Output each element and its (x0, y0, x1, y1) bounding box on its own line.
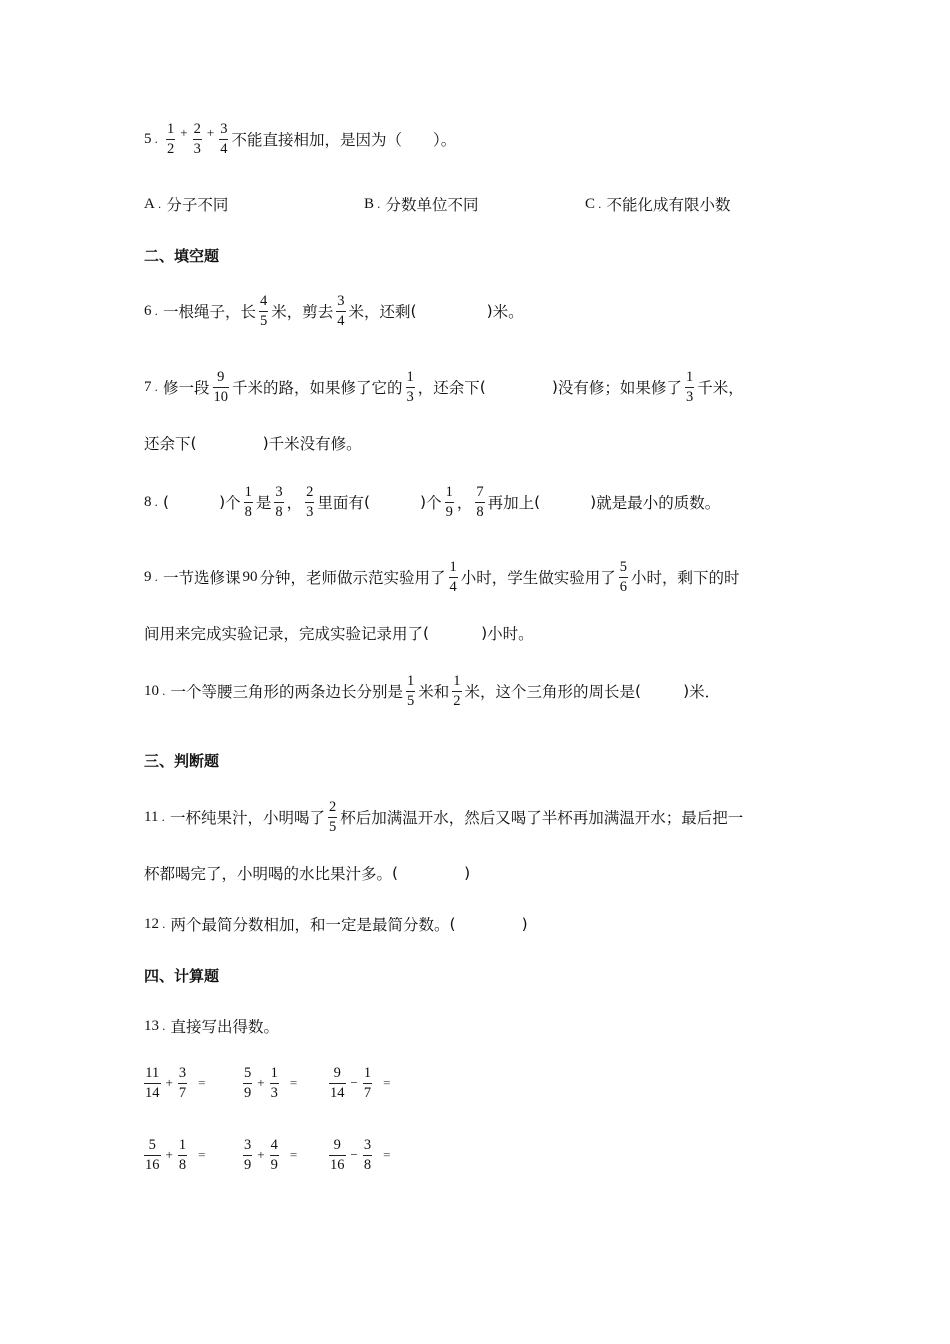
option-c: C . 不能化成有限小数 (585, 195, 731, 214)
question-number: 10 (144, 682, 159, 699)
question-9-line-2: 间用来完成实验记录，完成实验记录用了 ( ) 小时。 (144, 624, 534, 643)
question-8: 8 . ( ) 个 $\frac{1}{8}$ 是 $\frac{3}{8}$ ， $\frac{2}{3}$ 里面有 ( ) 个 $\frac{1}{9}$ ， $\frac{7}{8}$ 再加上 ( ) 就是最小的质数。 (144, 484, 721, 520)
question-number: 8 (144, 493, 152, 510)
calc-item: $\frac{9}{16}$ − $\frac{3}{8}$ = (330, 1137, 391, 1173)
question-11-line-2: 杯都喝完了，小明喝的水比果汁多。 ( ) (144, 864, 471, 883)
fraction: $\frac{9}{10}$ (213, 369, 229, 405)
question-9: 9 . 一节选修课 90 分钟，老师做示范实验用了 $\frac{1}{4}$ 小时，学生做实验用了 $\frac{5}{6}$ 小时，剩下的时 (144, 559, 740, 595)
fraction: $\frac{1}{3}$ (685, 369, 694, 405)
fraction: $\frac{4}{5}$ (260, 293, 268, 329)
calc-row-1 (144, 1066, 392, 1100)
question-number: 11 (144, 808, 159, 825)
fraction: $\frac{1}{2}$ (167, 121, 175, 157)
question-text: 不能直接相加，是因为（ ）。 (231, 131, 457, 149)
question-6: 6 . 一根绳子，长 $\frac{4}{5}$ 米，剪去 $\frac{3}{4}$ 米，还剩 ( ) 米。 (144, 293, 524, 329)
option-b: B . 分数单位不同 (364, 195, 479, 214)
calc-item: $\frac{3}{9}$ + $\frac{4}{9}$ = (244, 1137, 298, 1173)
question-number: 12 (144, 915, 159, 932)
fraction: $\frac{1}{4}$ (449, 559, 457, 595)
section-heading-fill-in: 二、填空题 (144, 247, 220, 265)
question-10: 10 . 一个等腰三角形的两条边长分别是 $\frac{1}{5}$ 米和 $\frac{1}{2}$ 米，这个三角形的周长是 ( ) 米． (144, 673, 721, 709)
fraction: $\frac{1}{3}$ (406, 369, 414, 405)
calc-item: $\frac{9}{14}$ − $\frac{1}{7}$ = (330, 1065, 391, 1101)
calc-row-2 (144, 1138, 392, 1172)
fraction: $\frac{2}{5}$ (328, 799, 337, 835)
fraction: $\frac{3}{4}$ (220, 121, 228, 157)
fraction: $\frac{3}{4}$ (337, 293, 345, 329)
option-a: A . 分子不同 (144, 195, 229, 214)
fraction: $\frac{1}{2}$ (453, 673, 461, 709)
calc-item: $\frac{5}{16}$ + $\frac{1}{8}$ = (145, 1137, 206, 1173)
question-number: 5 (144, 130, 152, 147)
fraction: $\frac{2}{3}$ (306, 484, 314, 520)
section-heading-true-false: 三、判断题 (144, 752, 220, 770)
fraction: $\frac{5}{6}$ (619, 559, 628, 595)
question-11: 11 . 一杯纯果汁，小明喝了 $\frac{2}{5}$ 杯后加满温开水，然后又喝了半杯再加满温开水；最后把一 (144, 799, 744, 835)
section-heading-calculation: 四、计算题 (144, 967, 220, 985)
question-number: 9 (144, 568, 152, 585)
fraction: $\frac{7}{8}$ (476, 484, 484, 520)
fraction: $\frac{3}{8}$ (275, 484, 283, 520)
question-7: 7 . 修一段 $\frac{9}{10}$ 千米的路，如果修了它的 $\frac{1}{3}$ ，还余下 ( ) 没有修；如果修了 $\frac{1}{3}$ 千米， (144, 369, 744, 405)
calc-item: $\frac{11}{14}$ + $\frac{3}{7}$ = (145, 1065, 206, 1101)
question-12: 12 . 两个最简分数相加，和一定是最简分数。 ( ) (144, 915, 528, 934)
question-5: 5 . $\frac{1}{2}$ + $\frac{2}{3}$ + $\frac{3}{4}$ 不能直接相加，是因为（ ）。 (144, 121, 457, 157)
question-number: 7 (144, 378, 152, 395)
question-number: 6 (144, 302, 152, 319)
question-number: 13 (144, 1017, 159, 1034)
fraction: $\frac{1}{9}$ (445, 484, 453, 520)
fraction: $\frac{2}{3}$ (193, 121, 201, 157)
fraction: $\frac{1}{8}$ (244, 484, 252, 520)
fraction: $\frac{1}{5}$ (407, 673, 415, 709)
calc-item: $\frac{5}{9}$ + $\frac{1}{3}$ = (244, 1065, 298, 1101)
question-7-line-2: 还余下 ( ) 千米没有修。 (144, 434, 362, 453)
question-13: 13 . 直接写出得数。 (144, 1017, 280, 1036)
